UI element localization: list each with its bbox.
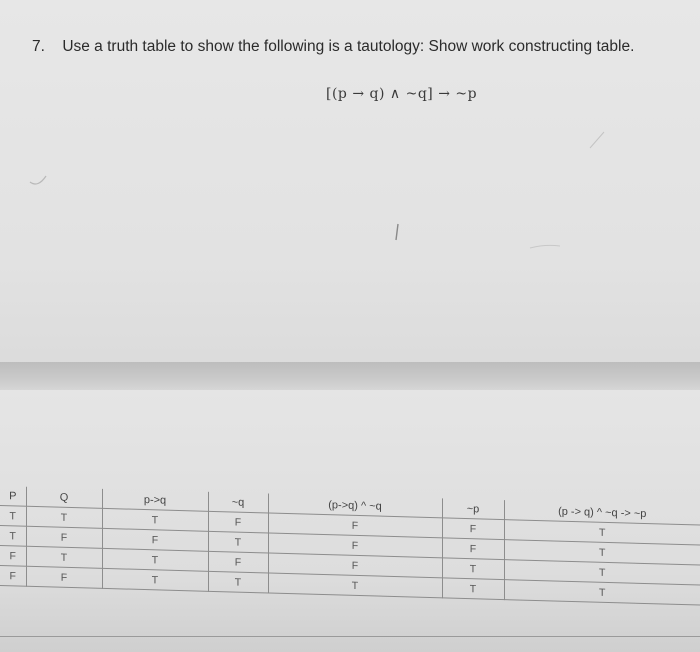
cell-not-p: T [442, 558, 504, 580]
cell-result: T [504, 560, 700, 585]
cell-not-q: T [208, 531, 268, 553]
question-text: Use a truth table to show the following is a tautology: Show work constructing table. [62, 38, 635, 55]
header-q: Q [26, 487, 102, 509]
cell-result: T [504, 520, 700, 545]
tick-mark [396, 224, 398, 240]
header-not-q: ~q [208, 492, 268, 513]
header-p: P [0, 486, 26, 506]
stray-stroke-2 [530, 245, 560, 248]
cell-not-q: F [208, 511, 268, 533]
cell-not-p: F [442, 538, 504, 560]
cell-p: F [0, 566, 26, 587]
cell-q: F [26, 526, 102, 548]
question-prompt [32, 38, 672, 56]
cell-conjunction: T [268, 573, 442, 598]
cell-p: T [0, 526, 26, 547]
rule-line [0, 636, 700, 637]
cell-not-p: F [442, 518, 504, 540]
header-p-implies-q: p->q [102, 489, 208, 511]
formula: [(p → q) ∧ ~q] → ~p [326, 86, 478, 102]
cell-q: T [26, 506, 102, 528]
cell-p-implies-q: T [102, 548, 208, 571]
cell-p: T [0, 506, 26, 527]
cell-not-q: T [208, 571, 268, 593]
cell-conjunction: F [268, 513, 442, 538]
cell-p-implies-q: T [102, 508, 208, 531]
header-conjunction: (p->q) ^ ~q [268, 493, 442, 517]
cell-p-implies-q: F [102, 528, 208, 551]
cell-conjunction: F [268, 553, 442, 578]
cell-p: F [0, 546, 26, 567]
cell-result: T [504, 580, 700, 605]
question-number: 7. [32, 38, 45, 55]
header-result: (p -> q) ^ ~q -> ~p [504, 500, 700, 525]
checkmark-scribble [30, 176, 46, 184]
cell-not-q: F [208, 551, 268, 573]
header-not-p: ~p [442, 498, 504, 519]
cell-p-implies-q: T [102, 568, 208, 591]
cell-not-p: T [442, 578, 504, 600]
cell-q: T [26, 546, 102, 568]
cell-conjunction: F [268, 533, 442, 558]
page-fold-shadow [0, 362, 700, 390]
stray-stroke [590, 132, 604, 148]
cell-q: F [26, 566, 102, 588]
truth-table [0, 486, 700, 606]
cell-result: T [504, 540, 700, 565]
